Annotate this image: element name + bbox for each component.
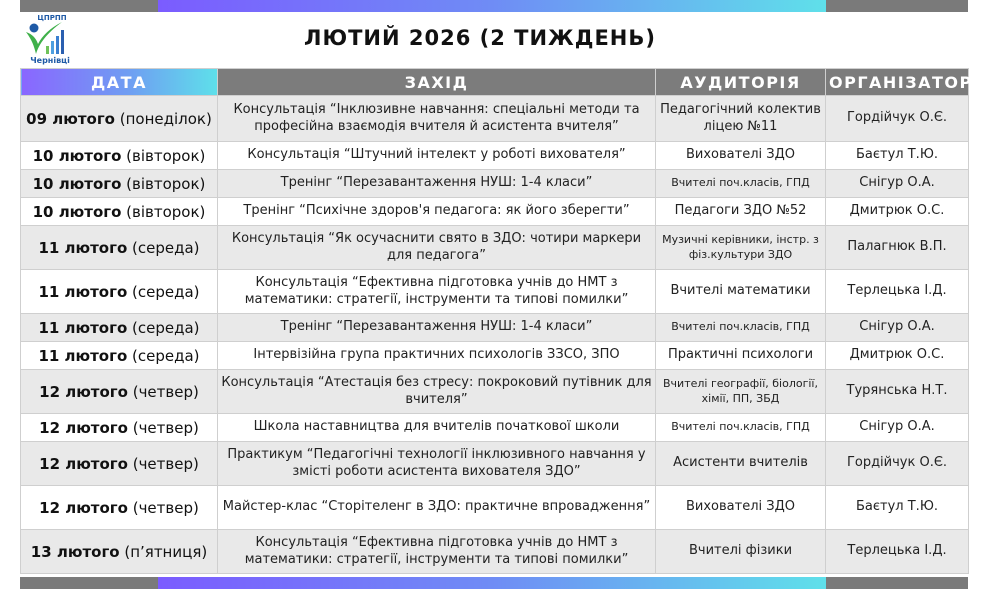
header-date: ДАТА — [21, 69, 218, 96]
header-event: ЗАХІД — [218, 69, 656, 96]
date-cell — [21, 226, 218, 270]
weekday-text: (четвер) — [127, 382, 199, 401]
events-schedule-table — [20, 68, 973, 574]
event-cell: Консультація “Штучний інтелект у роботі вихователя” — [218, 142, 656, 170]
organizer-cell: Баєтул Т.Ю. — [826, 142, 969, 170]
table-row — [21, 486, 969, 530]
event-cell: Практикум “Педагогічні технології інклюзивного навчання у змісті роботи асистента вихователя ЗДО” — [218, 442, 656, 486]
header-audience: АУДИТОРІЯ — [656, 69, 826, 96]
date-cell — [21, 170, 218, 198]
date-text: 12 лютого — [39, 498, 128, 517]
date-cell — [21, 314, 218, 342]
event-cell: Тренінг “Психічне здоров'я педагога: як його зберегти” — [218, 198, 656, 226]
date-cell — [21, 142, 218, 170]
organizer-cell: Снігур О.А. — [826, 170, 969, 198]
organizer-cell: Гордійчук О.Є. — [826, 442, 969, 486]
table-row — [21, 142, 969, 170]
audience-cell: Асистенти вчителів — [656, 442, 826, 486]
stripe-gradient — [158, 0, 826, 12]
table-row — [21, 314, 969, 342]
event-cell: Консультація “Ефективна підготовка учнів до НМТ з математики: стратегії, інструменти та типові помилки” — [218, 270, 656, 314]
table-row — [21, 96, 969, 142]
table-row — [21, 270, 969, 314]
table-row — [21, 342, 969, 370]
event-cell: Школа наставництва для вчителів початкової школи — [218, 414, 656, 442]
date-cell — [21, 442, 218, 486]
organization-logo — [22, 14, 74, 66]
audience-cell: Вчителі географії, біології, хімії, ПП, ЗБД — [656, 370, 826, 414]
date-cell — [21, 96, 218, 142]
organizer-cell: Баєтул Т.Ю. — [826, 486, 969, 530]
date-text: 13 лютого — [30, 542, 120, 561]
weekday-text: (четвер) — [127, 418, 199, 437]
audience-cell: Вчителі математики — [656, 270, 826, 314]
header-organizer: ОРГАНІЗАТОР — [826, 69, 969, 96]
date-text: 12 лютого — [39, 454, 128, 473]
event-cell: Інтервізійна група практичних психологів ЗЗСО, ЗПО — [218, 342, 656, 370]
weekday-text: (вівторок) — [121, 202, 206, 221]
organizer-cell: Дмитрюк О.С. — [826, 198, 969, 226]
organizer-cell: Терлецька І.Д. — [826, 530, 969, 574]
top-decorative-stripe — [20, 0, 968, 12]
organizer-cell: Гордійчук О.Є. — [826, 96, 969, 142]
weekday-text: (п’ятниця) — [119, 542, 208, 561]
organizer-cell: Палагнюк В.П. — [826, 226, 969, 270]
table-row — [21, 170, 969, 198]
date-cell — [21, 270, 218, 314]
table-row — [21, 226, 969, 270]
table-row — [21, 370, 969, 414]
audience-cell: Вчителі фізики — [656, 530, 826, 574]
date-cell — [21, 198, 218, 226]
audience-cell: Практичні психологи — [656, 342, 826, 370]
audience-cell: Педагогічний колектив ліцею №11 — [656, 96, 826, 142]
audience-cell: Вихователі ЗДО — [656, 486, 826, 530]
date-text: 10 лютого — [32, 146, 122, 165]
audience-cell: Вчителі поч.класів, ГПД — [656, 314, 826, 342]
weekday-text: (четвер) — [127, 454, 199, 473]
date-cell — [21, 370, 218, 414]
stripe-grey-left — [20, 0, 158, 12]
date-text: 12 лютого — [39, 418, 128, 437]
event-cell: Консультація “Ефективна підготовка учнів до НМТ з математики: стратегії, інструменти та типові помилки” — [218, 530, 656, 574]
page-title: ЛЮТИЙ 2026 (2 ТИЖДЕНЬ) — [304, 26, 656, 50]
audience-cell: Музичні керівники, інстр. з фіз.культури ЗДО — [656, 226, 826, 270]
event-cell: Тренінг “Перезавантаження НУШ: 1-4 класи” — [218, 170, 656, 198]
event-cell: Тренінг “Перезавантаження НУШ: 1-4 класи” — [218, 314, 656, 342]
weekday-text: (середа) — [127, 318, 200, 337]
weekday-text: (четвер) — [127, 498, 199, 517]
date-text: 12 лютого — [39, 382, 128, 401]
date-cell — [21, 342, 218, 370]
stripe-grey-left — [20, 577, 158, 589]
date-cell — [21, 530, 218, 574]
stripe-grey-right — [826, 0, 968, 12]
date-cell — [21, 486, 218, 530]
date-text: 09 лютого — [26, 109, 115, 128]
event-cell: Майстер-клас “Сторітеленг в ЗДО: практичне впровадження” — [218, 486, 656, 530]
weekday-text: (вівторок) — [121, 174, 206, 193]
date-cell — [21, 414, 218, 442]
weekday-text: (середа) — [127, 346, 200, 365]
logo-top-text: ЦПРПП — [37, 14, 67, 22]
date-text: 10 лютого — [32, 174, 122, 193]
event-cell: Консультація “Як осучаснити свято в ЗДО: чотири маркери для педагога” — [218, 226, 656, 270]
weekday-text: (середа) — [127, 282, 200, 301]
event-cell: Консультація “Атестація без стресу: покроковий путівник для вчителя” — [218, 370, 656, 414]
date-text: 11 лютого — [38, 238, 128, 257]
table-row — [21, 442, 969, 486]
audience-cell: Вчителі поч.класів, ГПД — [656, 170, 826, 198]
audience-cell: Педагоги ЗДО №52 — [656, 198, 826, 226]
stripe-gradient — [158, 577, 826, 589]
weekday-text: (вівторок) — [121, 146, 206, 165]
date-text: 11 лютого — [38, 318, 128, 337]
audience-cell: Вихователі ЗДО — [656, 142, 826, 170]
date-text: 11 лютого — [38, 346, 128, 365]
weekday-text: (середа) — [127, 238, 200, 257]
table-row — [21, 198, 969, 226]
table-row — [21, 414, 969, 442]
organizer-cell: Терлецька І.Д. — [826, 270, 969, 314]
stripe-grey-right — [826, 577, 968, 589]
event-cell: Консультація “Інклюзивне навчання: спеціальні методи та професійна взаємодія вчителя й асистента вчителя” — [218, 96, 656, 142]
organizer-cell: Дмитрюк О.С. — [826, 342, 969, 370]
bottom-decorative-stripe — [20, 577, 968, 589]
weekday-text: (понеділок) — [114, 109, 212, 128]
table-row — [21, 530, 969, 574]
date-text: 10 лютого — [32, 202, 122, 221]
organizer-cell: Снігур О.А. — [826, 414, 969, 442]
date-text: 11 лютого — [38, 282, 128, 301]
logo-bottom-text: Чернівці — [30, 56, 70, 65]
organizer-cell: Турянська Н.Т. — [826, 370, 969, 414]
audience-cell: Вчителі поч.класів, ГПД — [656, 414, 826, 442]
table-header-row — [21, 69, 969, 96]
organizer-cell: Снігур О.А. — [826, 314, 969, 342]
